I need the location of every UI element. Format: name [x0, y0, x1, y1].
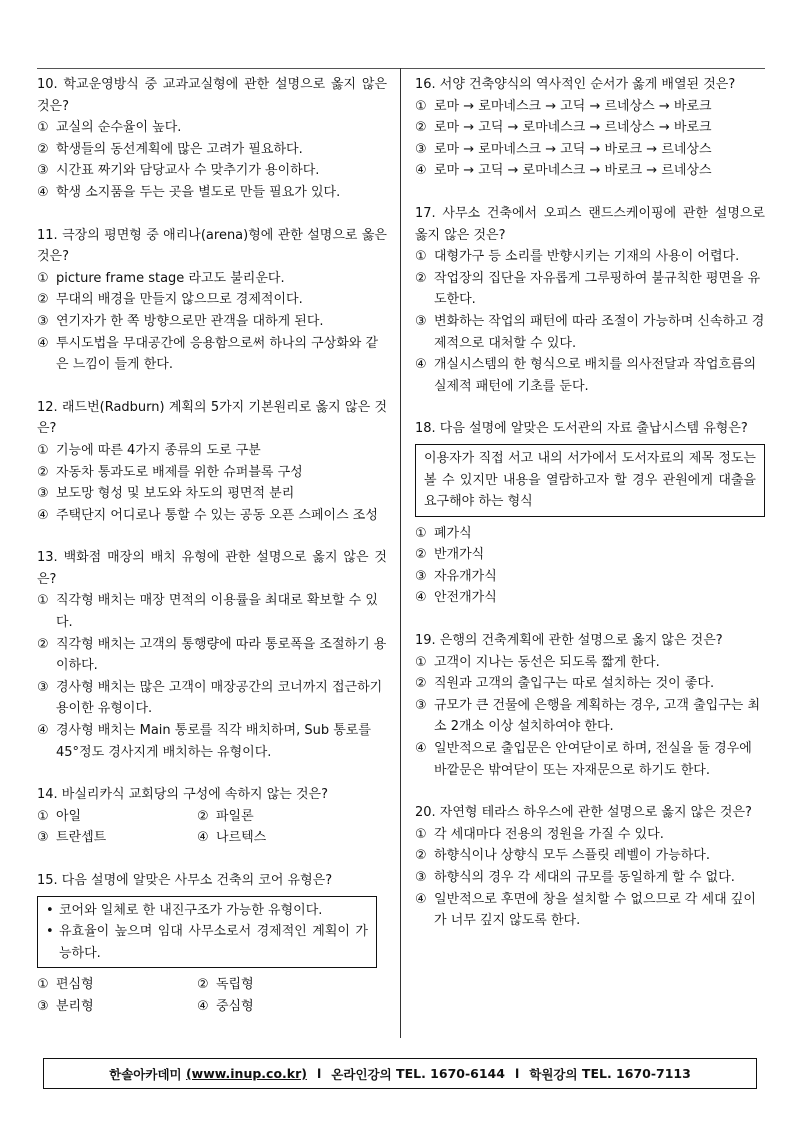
option-4[interactable]: ④ 안전개가식 — [415, 590, 497, 606]
option-1[interactable]: ① picture frame stage 라고도 불리운다. — [37, 270, 285, 286]
option-2[interactable]: ② 작업장의 집단을 자유롭게 그루핑하여 불규칙한 평면을 유도한다. — [415, 270, 761, 308]
offline-tel: TEL. 1670-7113 — [581, 1066, 691, 1081]
option-3[interactable]: ③ 시간표 짜기와 담당교사 수 맞추기가 용이하다. — [37, 163, 320, 179]
question-10 — [37, 74, 387, 204]
option-4[interactable]: ④ 로마 → 고딕 → 로마네스크 → 바로크 → 르네상스 — [415, 163, 712, 179]
question-15 — [37, 870, 387, 1018]
question-20 — [415, 802, 765, 932]
question-12 — [37, 397, 387, 527]
option-1[interactable]: ① 아일 — [37, 808, 82, 824]
description-box — [37, 896, 377, 969]
option-4[interactable]: ④ 경사형 배치는 Main 통로를 직각 배치하며, Sub 통로를 45°정도 경사지게 배치하는 유형이다. — [37, 723, 371, 760]
footer-banner — [43, 1058, 757, 1089]
question-16 — [415, 74, 765, 182]
option-2[interactable]: ② 로마 → 고딕 → 로마네스크 → 르네상스 → 바로크 — [415, 120, 712, 136]
option-1[interactable]: ① 각 세대마다 전용의 정원을 가질 수 있다. — [415, 826, 664, 842]
option-4[interactable]: ④ 중심형 — [197, 998, 254, 1014]
option-4[interactable]: ④ 학생 소지품을 두는 곳을 별도로 만들 필요가 있다. — [37, 184, 341, 200]
question-stem: 10. 학교운영방식 중 교과교실형에 관한 설명으로 옳지 않은 것은? — [37, 77, 387, 114]
bullet-dot-icon: • — [46, 924, 54, 940]
option-4[interactable]: ④ 일반적으로 출입문은 안여닫이로 하며, 전실을 둘 경우에 바깥문은 밖여닫이 또는 자재문으로 하기도 한다. — [415, 741, 752, 778]
option-3[interactable]: ③ 경사형 배치는 많은 고객이 매장공간의 코너까지 접근하기 용이한 유형이다. — [37, 679, 383, 717]
question-stem: 11. 극장의 평면형 중 애리나(arena)형에 관한 설명으로 옳은 것은? — [37, 227, 387, 265]
option-3[interactable]: ③ 규모가 큰 건물에 은행을 계획하는 경우, 고객 출입구는 최소 2개소 이상 설치하여야 한다. — [415, 697, 761, 735]
top-rule — [37, 68, 765, 69]
question-19 — [415, 630, 765, 781]
options-grid — [37, 806, 387, 849]
option-3[interactable]: ③ 트란셉트 — [37, 830, 107, 846]
offline-label: 학원강의 — [529, 1066, 578, 1082]
option-4[interactable]: ④ 개실시스템의 한 형식으로 배치를 의사전달과 작업흐름의 실제적 패턴에 기초를 둔다. — [415, 357, 757, 394]
option-2[interactable]: ② 반개가식 — [415, 547, 485, 563]
question-stem: 12. 래드번(Radburn) 계획의 5가지 기본원리로 옳지 않은 것은? — [37, 399, 387, 437]
option-3[interactable]: ③ 연기자가 한 쪽 방향으로만 관객을 대하게 된다. — [37, 313, 324, 329]
option-2[interactable]: ② 파일론 — [197, 808, 254, 824]
option-4[interactable]: ④ 주택단지 어디로나 통할 수 있는 공동 오픈 스페이스 조성 — [37, 507, 378, 523]
question-stem: 15. 다음 설명에 알맞은 사무소 건축의 코어 유형은? — [37, 873, 333, 888]
option-2[interactable]: ② 자동차 통과도로 배제를 위한 슈퍼블록 구성 — [37, 464, 303, 480]
option-2[interactable]: ② 무대의 배경을 만들지 않으므로 경제적이다. — [37, 292, 303, 308]
question-11 — [37, 225, 387, 376]
option-3[interactable]: ③ 로마 → 로마네스크 → 고딕 → 바로크 → 르네상스 — [415, 141, 712, 157]
question-stem: 13. 백화점 매장의 배치 유형에 관한 설명으로 옳지 않은 것은? — [37, 550, 387, 587]
bullet-dot-icon: • — [46, 902, 54, 918]
option-1[interactable]: ① 편심형 — [37, 977, 94, 993]
question-18 — [415, 418, 765, 609]
option-2[interactable]: ② 직각형 배치는 고객의 통행량에 따라 통로폭을 조절하기 용이하다. — [37, 636, 387, 674]
online-label: 온라인강의 — [331, 1066, 392, 1082]
academy-name: 한솔아카데미 — [109, 1066, 182, 1082]
question-stem: 14. 바실리카식 교회당의 구성에 속하지 않는 것은? — [37, 787, 328, 803]
right-column — [415, 74, 765, 953]
option-3[interactable]: ③ 보도망 형성 및 보도와 차도의 평면적 분리 — [37, 486, 295, 502]
question-14 — [37, 784, 387, 849]
bullet-item: • 유효율이 높으며 임대 사무소로서 경제적인 계획이 가능하다. — [46, 921, 368, 964]
option-4[interactable]: ④ 일반적으로 후면에 창을 설치할 수 없으므로 각 세대 깊이가 너무 깊지 않도록 한다. — [415, 891, 756, 929]
question-stem: 16. 서양 건축양식의 역사적인 순서가 옳게 배열된 것은? — [415, 77, 736, 92]
separator: l — [514, 1066, 520, 1081]
separator: l — [317, 1066, 322, 1081]
option-1[interactable]: ① 기능에 따른 4가지 종류의 도로 구분 — [37, 442, 261, 458]
question-stem: 17. 사무소 건축에서 오피스 랜드스케이핑에 관한 설명으로 옳지 않은 것은? — [415, 205, 765, 243]
question-stem: 20. 자연형 테라스 하우스에 관한 설명으로 옳지 않은 것은? — [415, 805, 752, 821]
option-2[interactable]: ② 학생들의 동선계획에 많은 고려가 필요하다. — [37, 141, 303, 157]
option-4[interactable]: ④ 투시도법을 무대공간에 응용함으로써 하나의 구상화와 같은 느낌이 들게 한다. — [37, 335, 379, 373]
description-box — [415, 444, 765, 517]
option-2[interactable]: ② 하향식이나 상향식 모두 스플릿 레벨이 가능하다. — [415, 848, 710, 864]
options-grid — [37, 974, 387, 1017]
option-1[interactable]: ① 폐가식 — [415, 525, 472, 541]
left-column — [37, 74, 387, 1039]
option-2[interactable]: ② 직원과 고객의 출입구는 따로 설치하는 것이 좋다. — [415, 676, 715, 692]
question-stem: 19. 은행의 건축계획에 관한 설명으로 옳지 않은 것은? — [415, 633, 723, 649]
option-4[interactable]: ④ 나르텍스 — [197, 830, 267, 846]
question-17 — [415, 203, 765, 397]
option-3[interactable]: ③ 하향식의 경우 각 세대의 규모를 동일하게 할 수 없다. — [415, 870, 735, 885]
column-divider — [400, 68, 401, 1038]
online-tel: TEL. 1670-6144 — [396, 1066, 505, 1081]
option-2[interactable]: ② 독립형 — [197, 977, 254, 993]
option-1[interactable]: ① 로마 → 로마네스크 → 고딕 → 르네상스 → 바로크 — [415, 98, 712, 114]
bullet-item: • 코어와 일체로 한 내진구조가 가능한 유형이다. — [46, 900, 368, 922]
option-3[interactable]: ③ 자유개가식 — [415, 568, 497, 584]
question-13 — [37, 547, 387, 763]
option-3[interactable]: ③ 분리형 — [37, 998, 94, 1014]
option-1[interactable]: ① 직각형 배치는 매장 면적의 이용률을 최대로 확보할 수 있다. — [37, 593, 378, 631]
option-3[interactable]: ③ 변화하는 작업의 패턴에 따라 조절이 가능하며 신속하고 경제적으로 대처할 수 있다. — [415, 313, 765, 351]
option-1[interactable]: ① 고객이 지나는 동선은 되도록 짧게 한다. — [415, 654, 660, 670]
option-1[interactable]: ① 대형가구 등 소리를 반향시키는 기재의 사용이 어렵다. — [415, 249, 740, 265]
option-1[interactable]: ① 교실의 순수율이 높다. — [37, 120, 182, 136]
description-text: 이용자가 직접 서고 내의 서가에서 도서자료의 제목 정도는 볼 수 있지만 내용을 열람하고자 할 경우 관원에게 대출을 요구해야 하는 형식 — [424, 450, 756, 510]
question-stem: 18. 다음 설명에 알맞은 도서관의 자료 출납시스템 유형은? — [415, 421, 748, 437]
academy-url-link[interactable]: (www.inup.co.kr) — [185, 1066, 307, 1081]
